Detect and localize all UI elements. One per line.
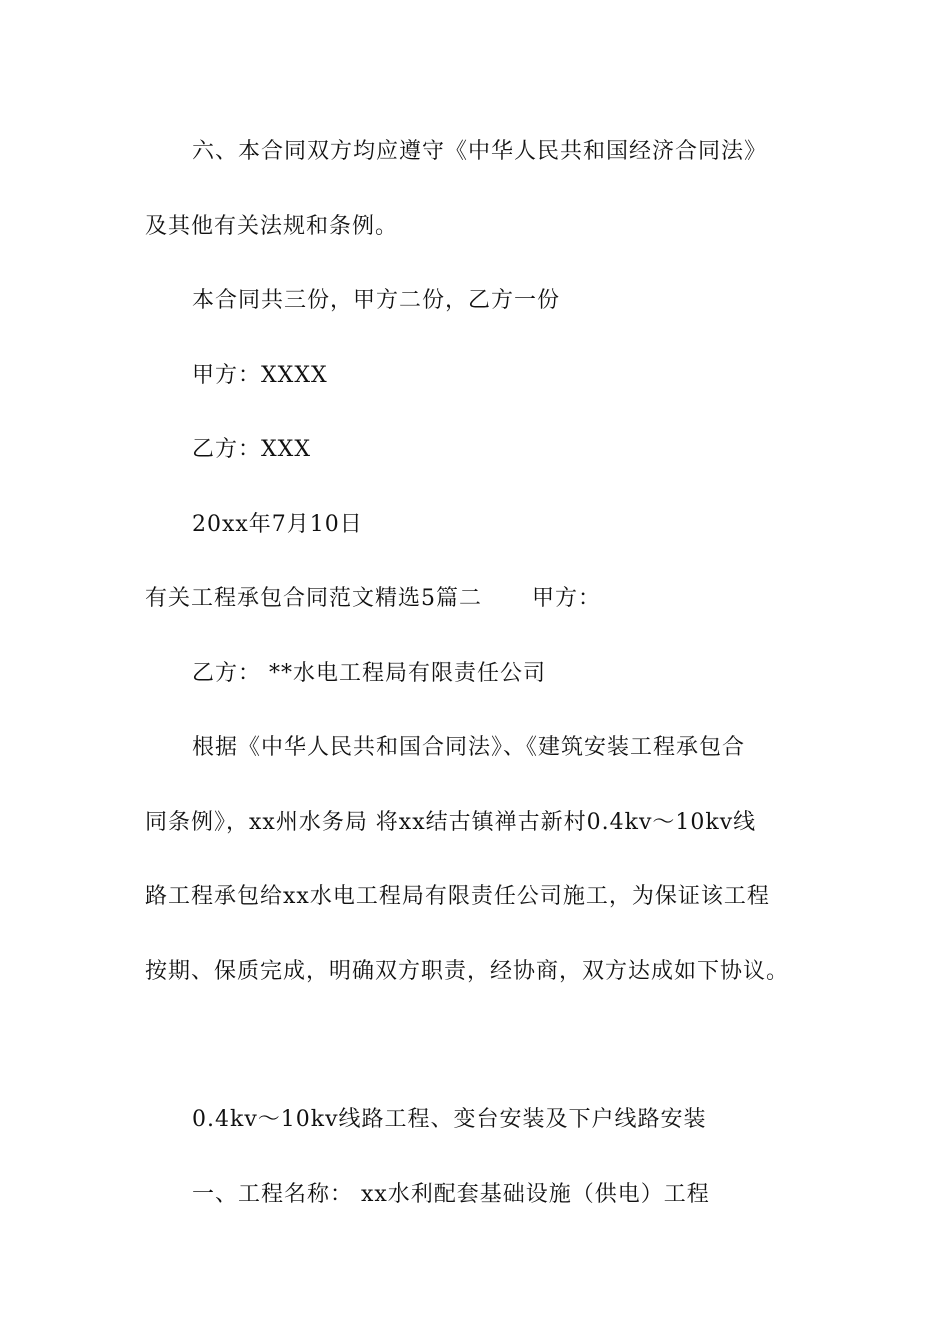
preamble-line-2: 同条例》，xx州水务局 将xx结古镇禅古新村0.4kv～10kv线 bbox=[145, 810, 757, 835]
project-scope: 0.4kv～10kv线路工程、变台安装及下户线路安装 bbox=[192, 1107, 707, 1132]
preamble-line-1: 根据《中华人民共和国合同法》、《建筑安装工程承包合 bbox=[192, 735, 746, 760]
project-name: 一、工程名称： xx水利配套基础设施（供电）工程 bbox=[192, 1182, 710, 1207]
party-b-signature: 乙方：XXX bbox=[192, 437, 311, 462]
clause-six-line-2: 及其他有关法规和条例。 bbox=[145, 214, 399, 239]
party-b-name: 乙方： **水电工程局有限责任公司 bbox=[192, 661, 546, 686]
clause-six-line-1: 六、本合同双方均应遵守《中华人民共和国经济合同法》 bbox=[192, 139, 768, 164]
party-a-signature: 甲方：XXXX bbox=[192, 363, 328, 388]
preamble-line-4: 按期、保质完成，明确双方职责，经协商，双方达成如下协议。 bbox=[145, 959, 790, 984]
contract-date: 20xx年7月10日 bbox=[192, 512, 363, 537]
copies-statement: 本合同共三份，甲方二份，乙方一份 bbox=[192, 288, 561, 313]
section-heading-line bbox=[145, 584, 601, 614]
preamble-line-3: 路工程承包给xx水电工程局有限责任公司施工，为保证该工程 bbox=[145, 884, 770, 909]
section-heading: 有关工程承包合同范文精选5篇二 bbox=[145, 586, 482, 611]
party-a-label: 甲方： bbox=[532, 586, 602, 611]
